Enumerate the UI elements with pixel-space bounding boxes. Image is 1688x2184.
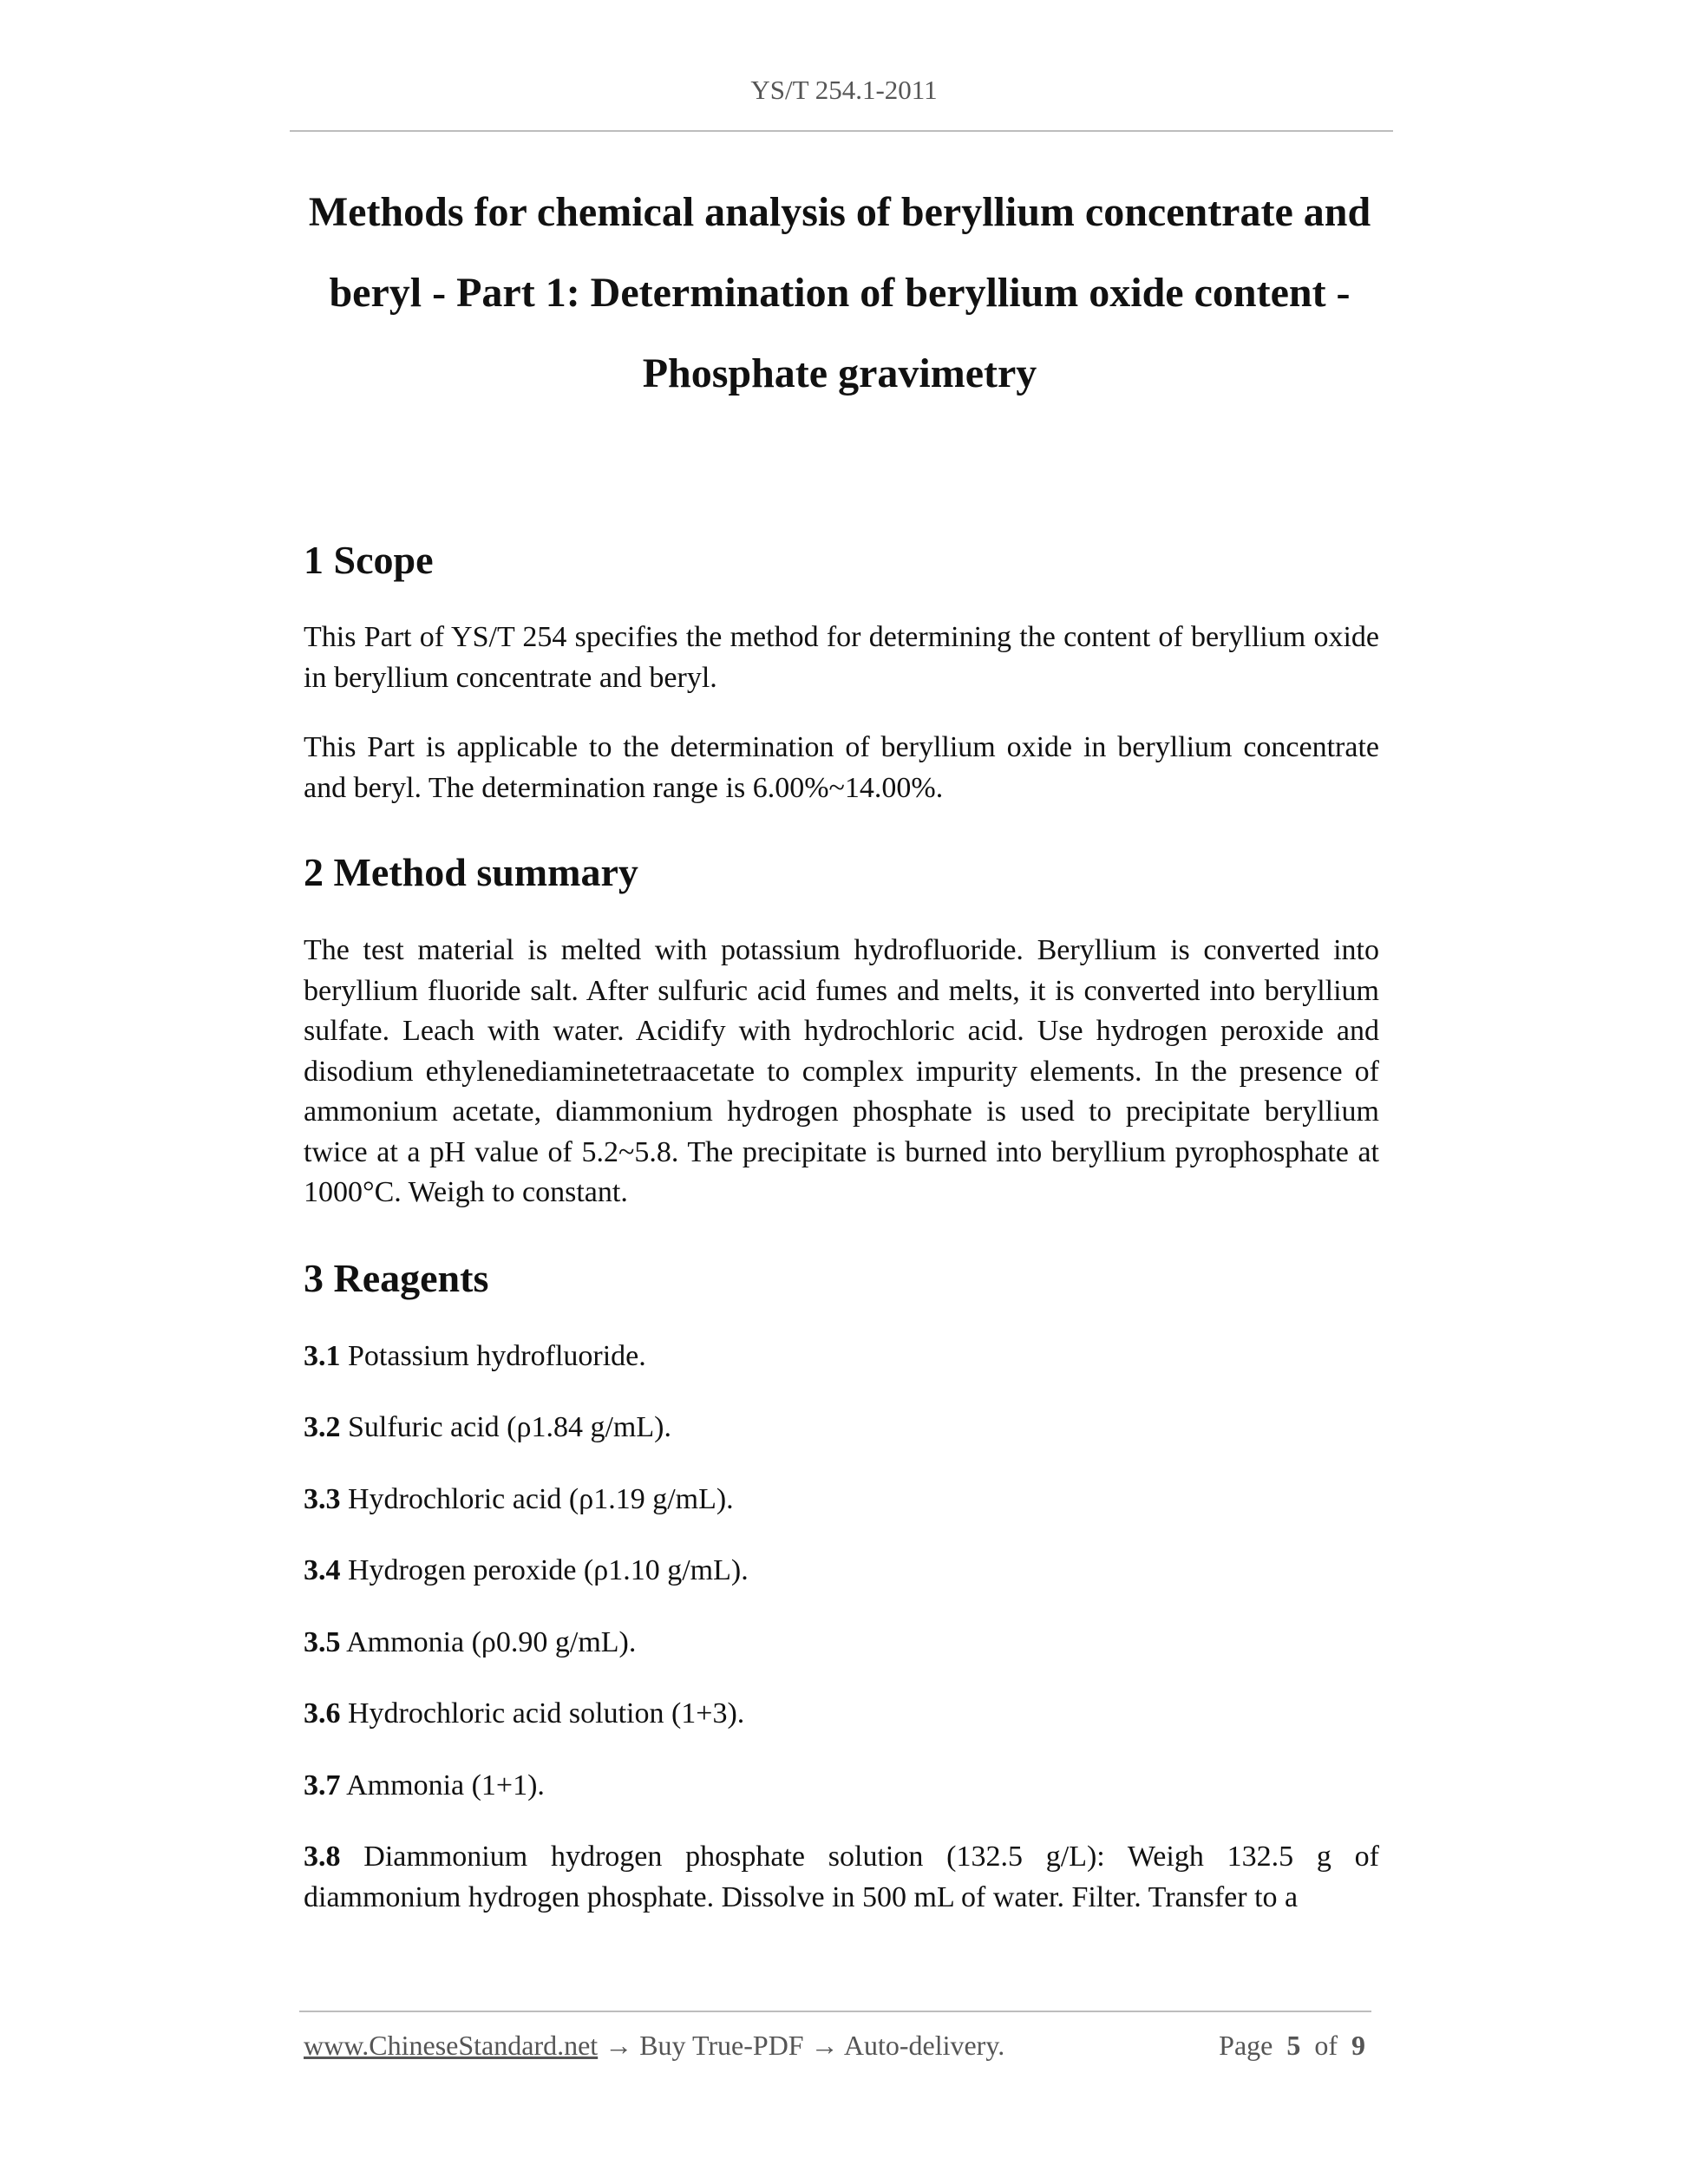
reagent-text: Ammonia (ρ0.90 g/mL).: [346, 1625, 637, 1658]
reagent-item: [304, 1837, 1379, 1918]
header-divider: [290, 130, 1393, 132]
reagent-item: [304, 1551, 1379, 1592]
document-title: [260, 172, 1419, 414]
page-total: 9: [1351, 2030, 1365, 2061]
reagent-text: Hydrochloric acid (ρ1.19 g/mL).: [348, 1482, 734, 1515]
reagent-text: Sulfuric acid (ρ1.84 g/mL).: [348, 1411, 671, 1443]
reagent-text: Ammonia (1+1).: [346, 1769, 545, 1801]
title-line-3: Phosphate gravimetry: [642, 350, 1037, 396]
reagent-number: 3.6: [304, 1697, 341, 1730]
section-heading-reagents: 3 Reagents: [304, 1255, 489, 1300]
page-indicator: [1219, 2030, 1365, 2062]
of-label: of: [1314, 2030, 1338, 2061]
reagent-item: [304, 1623, 1379, 1664]
page-label: Page: [1219, 2030, 1273, 2061]
reagent-number: 3.2: [304, 1411, 341, 1443]
section-heading-method-summary: 2 Method summary: [304, 850, 638, 894]
title-line-1: Methods for chemical analysis of beryllium concentrate and: [308, 189, 1371, 235]
scope-paragraph-2: This Part is applicable to the determination of beryllium oxide in beryllium concentrate and beryl. The determination range is 6.00%~14.00%.: [304, 731, 1379, 804]
footer-promo: [304, 2030, 1004, 2062]
reagent-item: [304, 1337, 1379, 1377]
method-summary-paragraph: The test material is melted with potassium hydrofluoride. Beryllium is converted into beryllium fluoride salt. After sulfuric acid fumes and melts, it is converted into beryllium sulfate. Leach with water. Acidify with hydrochloric acid. Use hydrogen peroxide and disodium ethylenediaminetetraacetate to complex impurity elements. In the presence of ammonium acetate, diammonium hydrogen phosphate is used to precipitate beryllium twice at a pH value of 5.2~5.8. The precipitate is burned into beryllium pyrophosphate at 1000°C. Weigh to constant.: [304, 934, 1379, 1208]
page-number: 5: [1286, 2030, 1301, 2061]
reagent-number: 3.4: [304, 1554, 341, 1586]
title-line-2: beryl - Part 1: Determination of beryllium oxide content -: [329, 270, 1351, 316]
scope-paragraph-1: This Part of YS/T 254 specifies the method for determining the content of beryllium oxide in beryllium concentrate and beryl.: [304, 621, 1379, 694]
footer-divider: [299, 2011, 1371, 2012]
reagent-number: 3.3: [304, 1482, 341, 1515]
chinese-standard-link[interactable]: www.ChineseStandard.net: [304, 2030, 599, 2061]
reagent-number: 3.5: [304, 1625, 341, 1658]
reagent-item: [304, 1480, 1379, 1520]
reagent-text: Potassium hydrofluoride.: [348, 1339, 646, 1372]
reagent-item: [304, 1694, 1379, 1735]
reagent-item: [304, 1766, 1379, 1807]
reagent-text: Hydrochloric acid solution (1+3).: [348, 1697, 745, 1730]
reagent-number: 3.7: [304, 1769, 341, 1801]
document-body: [304, 526, 1379, 1918]
page-header-doc-code: YS/T 254.1-2011: [750, 75, 938, 105]
footer-promo-text: → Buy True-PDF → Auto-delivery.: [605, 2030, 1005, 2061]
reagent-text: Hydrogen peroxide (ρ1.10 g/mL).: [348, 1554, 749, 1586]
reagent-text: Diammonium hydrogen phosphate solution (132.5 g/L): Weigh 132.5 g of diammonium hydrogen phosphate. Dissolve in 500 mL of water. Filter. Transfer to a: [304, 1841, 1380, 1913]
reagent-item: [304, 1408, 1379, 1448]
section-heading-scope: 1 Scope: [304, 538, 434, 582]
reagent-number: 3.8: [304, 1841, 341, 1873]
reagent-number: 3.1: [304, 1339, 341, 1372]
